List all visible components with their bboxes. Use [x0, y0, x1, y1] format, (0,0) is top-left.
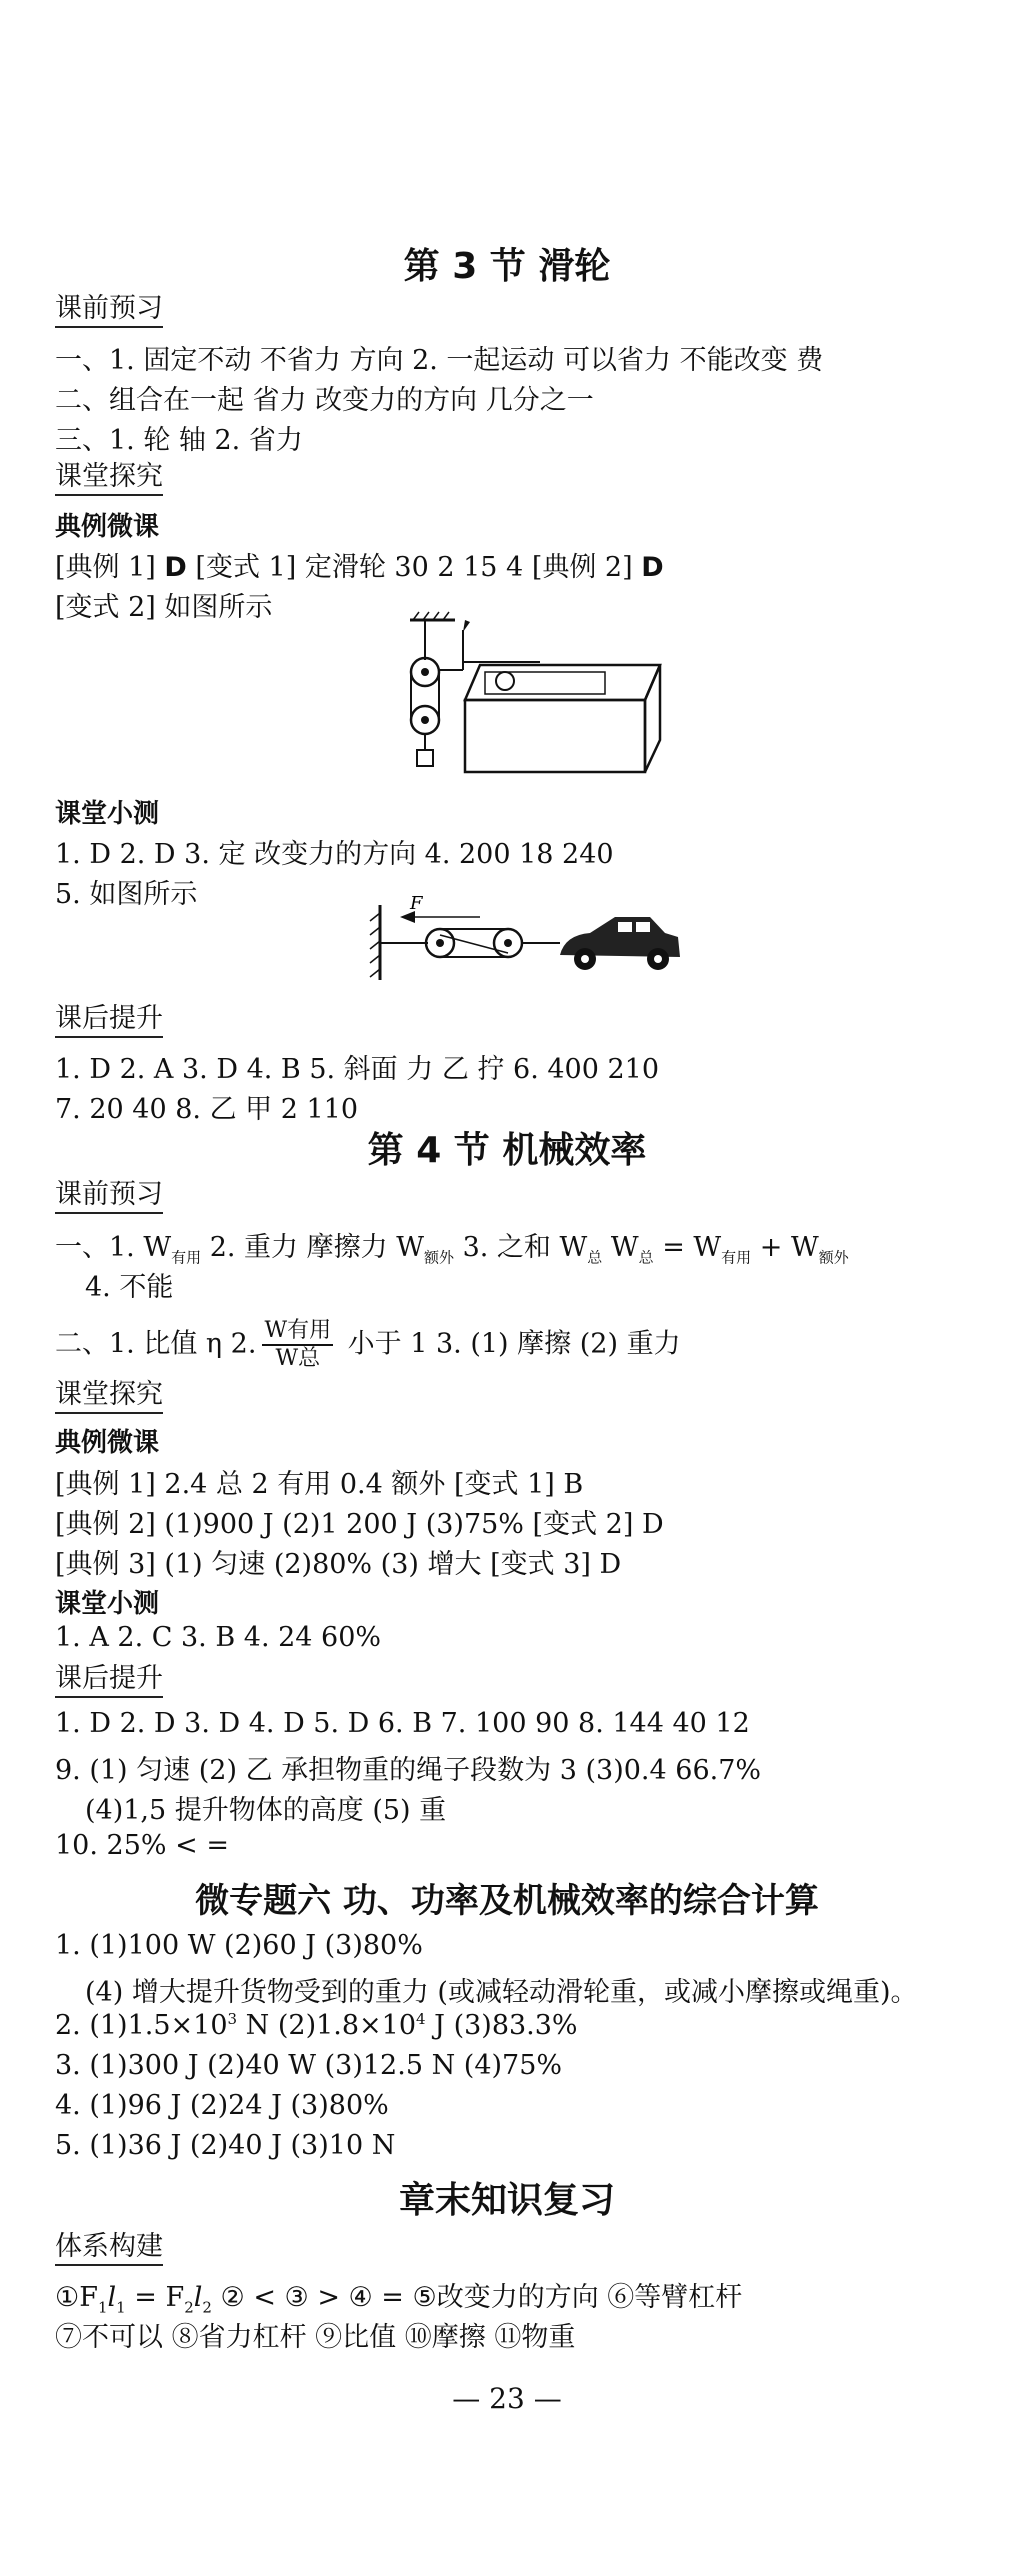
s4-after-line-4: 10. 25% < = — [55, 1830, 229, 1861]
tag-class-explore: 课堂探究 — [55, 460, 163, 496]
tag-pre-study-4: 课前预习 — [55, 1178, 163, 1214]
s5-line-6: 5. (1)36 J (2)40 J (3)10 N — [55, 2130, 396, 2161]
pulley-block-figure — [395, 600, 670, 780]
efficiency-fraction: $\frac{\text{W有用}}{\text{W总}}$ — [264, 1318, 332, 1371]
s4-test-line-1: 1. A 2. C 3. B 4. 24 60% — [55, 1622, 382, 1653]
s4-after-line-3: (4)1,5 提升物体的高度 (5) 重 — [85, 1795, 447, 1826]
s4-example-line-2: [典例 2] (1)900 J (2)1 200 J (3)75% [变式 2] D — [55, 1509, 664, 1540]
chapter-review-title: 章末知识复习 — [398, 2180, 615, 2221]
s3-after-line-1: 1. D 2. A 3. D 4. B 5. 斜面 力 乙 拧 6. 400 210 — [55, 1054, 660, 1085]
s4-after-line-1: 1. D 2. D 3. D 4. D 5. D 6. B 7. 100 90 8. 144 40 12 — [55, 1708, 750, 1739]
tag-system-build: 体系构建 — [55, 2230, 163, 2266]
s5-line-5: 4. (1)96 J (2)24 J (3)80% — [55, 2090, 389, 2121]
s4-after-line-2: 9. (1) 匀速 (2) 乙 承担物重的绳子段数为 3 (3)0.4 66.7% — [55, 1755, 762, 1786]
car-pulley-figure — [360, 895, 690, 985]
tag-class-explore-4: 课堂探究 — [55, 1378, 163, 1414]
s3-pre-line-2: 二、组合在一起 省力 改变力的方向 几分之一 — [55, 385, 594, 416]
s6-line-1: $①F_1l_1 = F_2l_2$ ② < ③ > ④ = ⑤改变力的方向 ⑥等臂杠杆 — [55, 2282, 743, 2317]
tag-after-class-4: 课后提升 — [55, 1662, 163, 1698]
s4-example-line-3: [典例 3] (1) 匀速 (2)80% (3) 增大 [变式 3] D — [55, 1549, 622, 1580]
tag-pre-study: 课前预习 — [55, 292, 163, 328]
s4-example-line-1: [典例 1] 2.4 总 2 有用 0.4 额外 [变式 1] B — [55, 1469, 584, 1500]
s3-example-line-1: [典例 1] D [变式 1] 定滑轮 30 2 15 4 [典例 2] D — [55, 552, 664, 583]
s3-after-line-2: 7. 20 40 8. 乙 甲 2 110 — [55, 1094, 359, 1125]
micro-topic-title: 微专题六 功、功率及机械效率的综合计算 — [195, 1881, 819, 1921]
s4-pre-line-2: 二、1. 比值 η 2. $\frac{\text{W有用}}{\text{W总}}$ 小于 1 3. (1) 摩擦 (2) 重力 — [55, 1318, 681, 1371]
page-number: — 23 — — [452, 2382, 562, 2415]
s3-test-line-1: 1. D 2. D 3. 定 改变力的方向 4. 200 18 240 — [55, 839, 614, 870]
section-3-title: 第 3 节 滑轮 — [403, 246, 611, 287]
s3-pre-line-3: 三、1. 轮 轴 2. 省力 — [55, 425, 303, 456]
s6-line-2: ⑦不可以 ⑧省力杠杆 ⑨比值 ⑩摩擦 ⑪物重 — [55, 2322, 576, 2353]
sub-class-test-4: 课堂小测 — [55, 1589, 160, 1619]
s3-example-line-2: [变式 2] 如图所示 — [55, 592, 273, 623]
sub-example-lesson-4: 典例微课 — [55, 1428, 160, 1458]
s4-pre-line-1: 一、1. $W_{有用}$ 2. 重力 摩擦力 $W_{额外}$ 3. 之和 $W_总$ $W_总 = W_{有用} + W_{额外}$ — [55, 1232, 849, 1267]
sub-example-lesson: 典例微课 — [55, 512, 160, 542]
force-label-F: F — [410, 895, 423, 914]
section-4-title: 第 4 节 机械效率 — [367, 1130, 647, 1171]
s3-pre-line-1: 一、1. 固定不动 不省力 方向 2. 一起运动 可以省力 不能改变 费 — [55, 345, 824, 376]
tag-after-class: 课后提升 — [55, 1002, 163, 1038]
s3-test-line-2: 5. 如图所示 — [55, 879, 198, 910]
s5-line-2: (4) 增大提升货物受到的重力 (或减轻动滑轮重，或减小摩擦或绳重)。 — [85, 1977, 918, 2008]
s5-line-3: 2. $(1)1.5\times 10^3$ N $(2)1.8\times 10^4$ J (3)83.3% — [55, 2010, 578, 2041]
s4-pre-line-1b: 4. 不能 — [85, 1272, 174, 1303]
sub-class-test: 课堂小测 — [55, 799, 160, 829]
s5-line-1: 1. (1)100 W (2)60 J (3)80% — [55, 1930, 423, 1961]
s5-line-4: 3. (1)300 J (2)40 W (3)12.5 N (4)75% — [55, 2050, 563, 2081]
